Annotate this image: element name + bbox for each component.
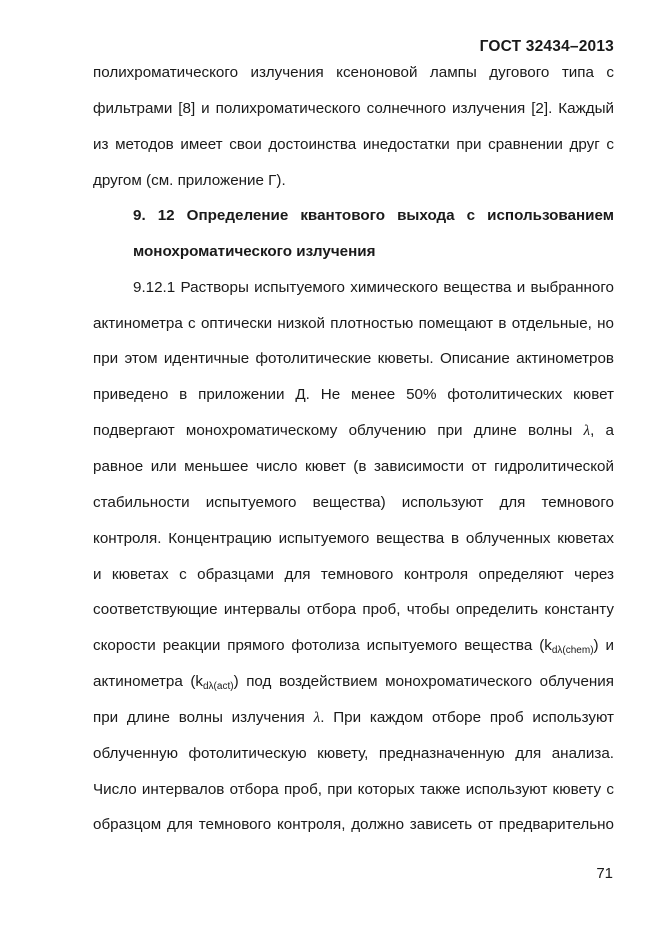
para2-line-10: соответствующие интервалы отбора проб, чтобы определить константу xyxy=(93,601,614,618)
para2-line-1: 9.12.1 Растворы испытуемого химического вещества и выбранного xyxy=(133,279,614,296)
para2-line-12-end: ) под воздействием монохроматического облучения xyxy=(233,673,614,690)
para2-line-12-text: актинометра (k xyxy=(93,673,203,690)
para1-line-4: другом (см. приложение Г). xyxy=(93,172,286,189)
document-header: ГОСТ 32434–2013 xyxy=(479,38,614,55)
para1-line-2: фильтрами [8] и полихроматического солнечного излучения [2]. Каждый xyxy=(93,100,614,117)
para1-line-3: из методов имеет свои достоинства инедостатки при сравнении друг с xyxy=(93,136,614,153)
para2-line-15: Число интервалов отбора проб, при которых также используют кювету с xyxy=(93,781,614,798)
para2-line-16: образцом для темнового контроля, должно зависеть от предварительно xyxy=(93,816,614,833)
para2-line-13-text: при длине волны излучения xyxy=(93,709,305,726)
lambda-symbol-2: λ xyxy=(313,709,321,726)
para2-line-5-end: , а xyxy=(590,422,614,439)
para2-line-12 xyxy=(93,673,614,696)
section-heading-line-2: монохроматического излучения xyxy=(133,243,376,260)
subscript-chem: dλ(chem) xyxy=(551,645,594,656)
para2-line-11-end: ) и xyxy=(593,637,614,654)
para2-line-13 xyxy=(93,709,614,727)
subscript-act: dλ(act) xyxy=(203,681,234,692)
lambda-symbol: λ xyxy=(583,422,591,439)
para2-line-2: актинометра с оптически низкой плотностью помещают в отдельные, но xyxy=(93,315,614,332)
para2-line-14: облученную фотолитическую кювету, предназначенную для анализа. xyxy=(93,745,614,762)
para2-line-11-text: скорости реакции прямого фотолиза испытуемого вещества (k xyxy=(93,637,552,654)
para2-line-7: стабильности испытуемого вещества) используют для темнового xyxy=(93,494,614,511)
section-heading-line-1: 9. 12 Определение квантового выхода с использованием xyxy=(133,207,614,224)
para2-line-9: и кюветах с образцами для темнового контроля определяют через xyxy=(93,566,614,583)
para2-line-5 xyxy=(93,422,614,440)
para2-line-4: приведено в приложении Д. Не менее 50% фотолитических кювет xyxy=(93,386,614,403)
para2-line-13-end: . При каждом отборе проб используют xyxy=(320,709,614,726)
page-number: 71 xyxy=(596,865,613,882)
para2-line-6: равное или меньшее число кювет (в зависимости от гидролитической xyxy=(93,458,614,475)
para2-line-3: при этом идентичные фотолитические кюветы. Описание актинометров xyxy=(93,350,614,367)
para2-line-8: контроля. Концентрацию испытуемого вещества в облученных кюветах xyxy=(93,530,614,547)
para2-line-11 xyxy=(93,637,614,660)
para1-line-1: полихроматического излучения ксеноновой лампы дугового типа с xyxy=(93,64,614,81)
para2-line-5-text: подвергают монохроматическому облучению при длине волны xyxy=(93,422,573,439)
